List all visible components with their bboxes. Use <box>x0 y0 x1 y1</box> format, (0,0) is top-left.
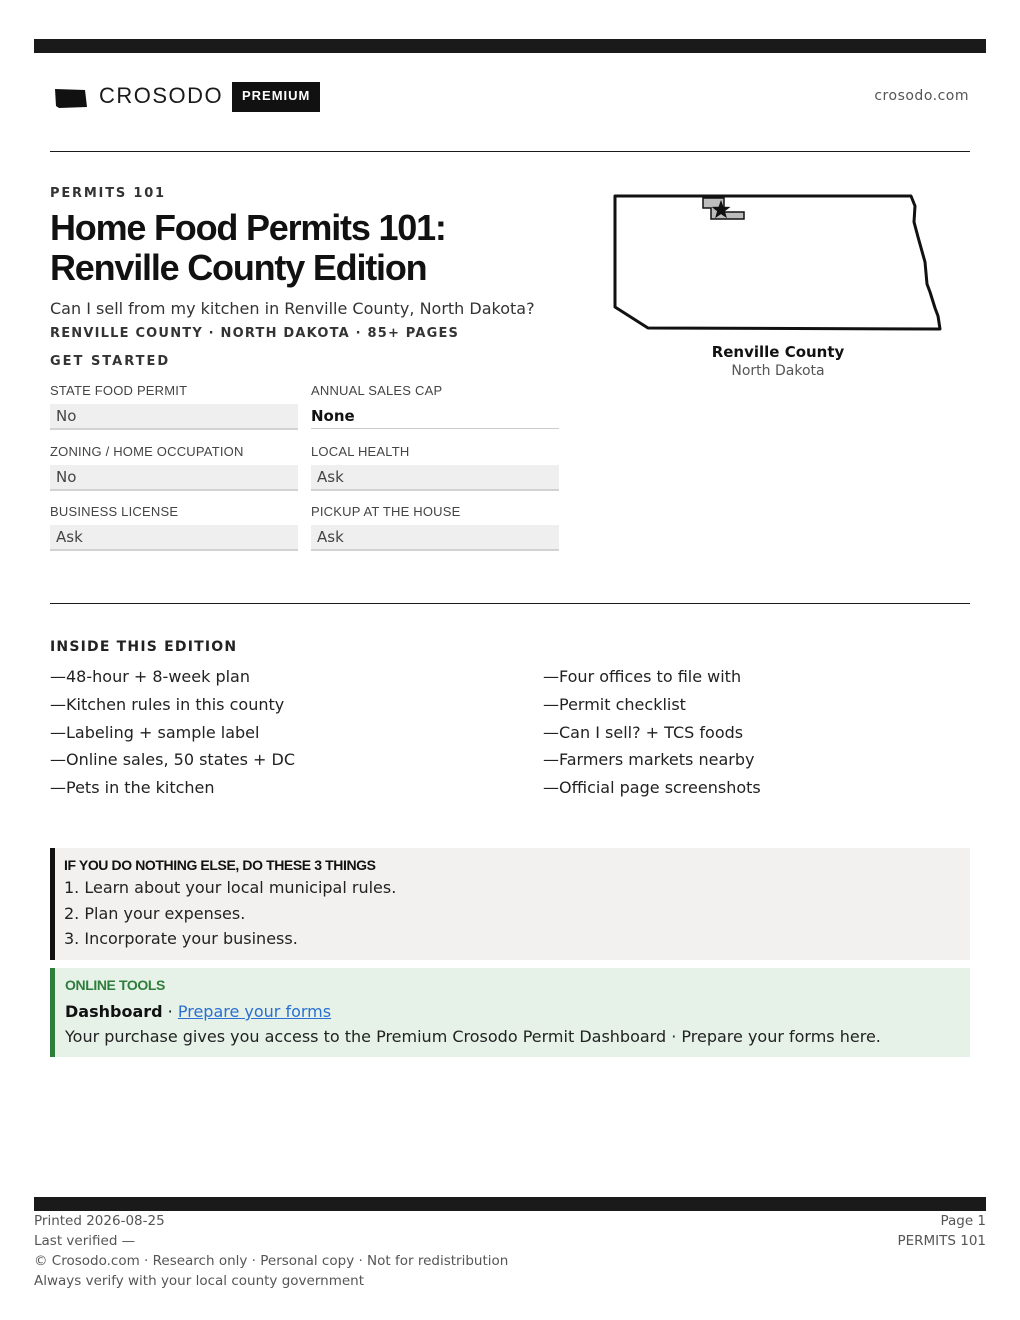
list-item: —Can I sell? + TCS foods <box>543 722 744 742</box>
list-item: —Official page screenshots <box>543 778 761 798</box>
tools-title: ONLINE TOOLS <box>65 977 165 993</box>
permit-value: Ask <box>50 525 298 551</box>
permit-label: ANNUAL SALES CAP <box>311 383 443 398</box>
premium-badge: PREMIUM <box>232 82 320 112</box>
inside-edition-heading: INSIDE THIS EDITION <box>50 639 238 655</box>
page-number: Page 1 <box>940 1213 986 1229</box>
section-kicker: PERMITS 101 <box>50 186 166 201</box>
permit-value: Ask <box>311 525 559 551</box>
list-item: —Farmers markets nearby <box>543 750 755 770</box>
page-subtitle: Can I sell from my kitchen in Renville County, North Dakota? <box>50 299 535 318</box>
permit-state-food <box>50 382 298 430</box>
brand-name: CROSODO <box>99 83 224 108</box>
list-item: —Permit checklist <box>543 694 686 714</box>
header-divider <box>50 151 970 152</box>
site-url[interactable]: crosodo.com <box>874 88 969 104</box>
permit-label: PICKUP AT THE HOUSE <box>311 504 461 519</box>
top-rule-bar <box>34 39 986 53</box>
inside-list-left <box>50 666 295 805</box>
permit-label: ZONING / HOME OCCUPATION <box>50 444 244 459</box>
online-tools-callout <box>50 968 970 1057</box>
last-verified: Last verified — <box>34 1233 136 1249</box>
page-title: Home Food Permits 101: Renville County Edition <box>50 207 446 288</box>
state-outline <box>615 196 940 329</box>
list-item: —Online sales, 50 states + DC <box>50 750 296 770</box>
copyright-notice: © Crosodo.com · Research only · Personal copy · Not for redistribution <box>34 1253 509 1269</box>
get-started-heading: GET STARTED <box>50 354 171 369</box>
map-caption <box>612 343 944 379</box>
verify-note: Always verify with your local county government <box>34 1273 364 1289</box>
permit-sales-cap <box>311 382 559 429</box>
printed-date: Printed 2026-08-25 <box>34 1213 165 1229</box>
callout-item: 2. Plan your expenses. <box>64 903 246 923</box>
permit-value: Ask <box>311 465 559 491</box>
section-divider <box>50 603 970 604</box>
permit-pickup <box>311 503 559 551</box>
map-state-name: North Dakota <box>731 363 825 379</box>
tools-links <box>65 1002 970 1021</box>
state-silhouette-icon <box>54 88 87 108</box>
list-item: —Kitchen rules in this county <box>50 694 285 714</box>
permit-value: No <box>50 465 298 491</box>
list-item: —Pets in the kitchen <box>50 778 215 798</box>
map-county-name: Renville County <box>711 343 845 361</box>
bottom-rule-bar <box>34 1197 986 1211</box>
callout-item: 1. Learn about your local municipal rules. <box>64 878 397 897</box>
callout-item: 3. Incorporate your business. <box>64 929 298 948</box>
three-things-callout <box>50 848 970 960</box>
permit-value: None <box>311 404 559 429</box>
link-separator: · <box>162 1002 178 1021</box>
tools-description: Your purchase gives you access to the Premium Crosodo Permit Dashboard · Prepare your forms here. <box>65 1027 881 1046</box>
footer-left <box>34 1211 508 1291</box>
permit-label: BUSINESS LICENSE <box>50 504 179 519</box>
list-item: —48-hour + 8-week plan <box>50 667 250 686</box>
permit-local-health <box>311 443 559 491</box>
permit-zoning <box>50 443 298 491</box>
list-item: —Labeling + sample label <box>50 722 260 742</box>
state-map <box>612 192 944 334</box>
callout-title: IF YOU DO NOTHING ELSE, DO THESE 3 THINGS <box>64 857 376 873</box>
footer-section: PERMITS 101 <box>897 1233 986 1249</box>
inside-list-right <box>543 666 761 805</box>
permit-value: No <box>50 404 298 430</box>
dashboard-label: Dashboard <box>65 1002 163 1021</box>
edition-meta: RENVILLE COUNTY · NORTH DAKOTA · 85+ PAGES <box>50 326 460 341</box>
prepare-forms-link[interactable]: Prepare your forms <box>177 1002 332 1021</box>
permit-label: STATE FOOD PERMIT <box>50 383 188 398</box>
permit-business-license <box>50 503 298 551</box>
footer-right <box>897 1211 986 1251</box>
page-header <box>54 82 969 112</box>
permit-label: LOCAL HEALTH <box>311 444 410 459</box>
list-item: —Four offices to file with <box>543 667 742 686</box>
